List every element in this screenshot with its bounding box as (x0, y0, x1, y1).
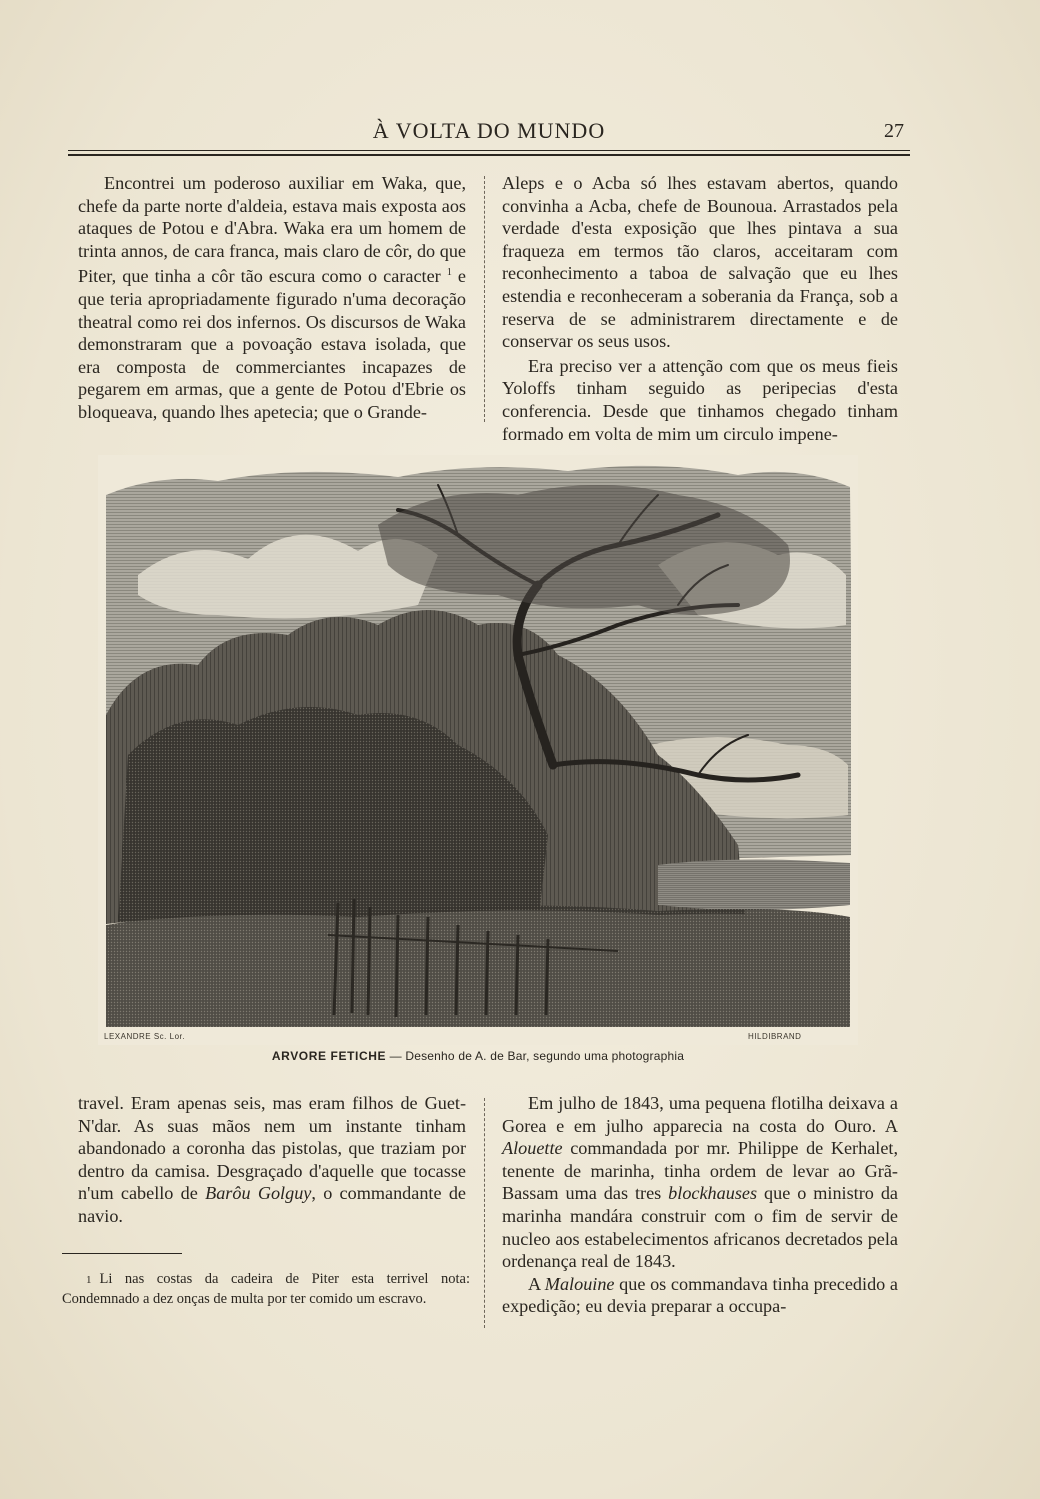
paragraph-text: que os commandava tinha precedido a expedição; eu devia preparar a occupa- (502, 1273, 898, 1317)
paragraph-text: Em julho de 1843, uma pequena flotilha deixava a Gorea e em julho apparecia na costa do Ouro. A (502, 1093, 898, 1136)
italic-name: Barôu Golguy (205, 1183, 312, 1204)
illustration-caption (98, 1049, 858, 1063)
paragraph-text: A (528, 1273, 545, 1294)
paragraph-text: commandada por mr. Philippe de Kerhalet, tenente de marinha, tinha ordem de levar ao Grã-Bassam uma das tres (502, 1138, 898, 1204)
running-header (68, 118, 910, 148)
caption-text: — Desenho de A. de Bar, segundo uma photographia (386, 1049, 685, 1063)
engraver-credit: LEXANDRE Sc. Lor. (104, 1032, 185, 1041)
footnote-reference[interactable]: 1 (446, 267, 452, 279)
text-column-bottom-left (78, 1092, 466, 1228)
caption-title: ARVORE FETICHE (271, 1049, 387, 1063)
paragraph: Aleps e o Acba só lhes estavam abertos, quando convinha a Acba, chefe de Bounoua. Arrastados pela verdade d'esta exposição que lhes pintava a sua fraqueza em termos tão claros, acceitaram com reconhecimento a taboa de salvação que eu lhes estendia e reconheceram a soberania da França, sob a reserva de se administrarem directamente e de conservar os seus usos. (502, 173, 898, 352)
footnote-body: Li nas costas da cadeira de Piter esta terrivel nota: Condemnado a dez onças de multa por ter comido um escravo. (62, 1271, 470, 1307)
paragraph-text-continued: e que teria apropriadamente figurado n'uma decoração theatral como rei dos infernos. Os discursos de Waka demonstraram que a povoação estava isolada, que era composta de commerciantes incapazes de pegarem em armas, que a gente de Potou d'Ebrie os bloqueava, quando lhes apetecia; que o Grande- (78, 266, 467, 422)
paragraph-text-end: , o commandante de navio. (78, 1183, 466, 1226)
paragraph (78, 1092, 466, 1228)
paragraph (78, 172, 466, 424)
paragraph-text: Encontrei um poderoso auxiliar em Waka, que, chefe da parte norte d'aldeia, estava mais exposta aos ataques de Potou e d'Abra. Waka era um homem de trinta annos, de cara franca, mais claro de côr, do que Piter, que tinha a côr tão escura como o caracter (78, 173, 466, 287)
text-column-top-right (502, 172, 898, 445)
header-rule-thin (68, 150, 910, 151)
header-rule-thick (68, 154, 910, 156)
text-column-bottom-right (502, 1092, 898, 1318)
artist-credit: HILDIBRAND (748, 1032, 802, 1041)
column-divider-top (484, 176, 485, 422)
paragraph-text: travel. Eram apenas seis, mas eram filhos de Guet-N'dar. As suas mãos nem um instante tinham abandonado a coronha das pistolas, que traziam por dentro da camisa. Desgraçado d'aquelle que tocasse n'um cabello de (78, 1093, 466, 1204)
paragraph (502, 1092, 898, 1273)
italic-term: blockhauses (668, 1183, 758, 1204)
footnote-text (62, 1270, 470, 1309)
engraving-fetish-tree (98, 455, 858, 1045)
running-title: À VOLTA DO MUNDO (372, 118, 606, 143)
page-number: 27 (884, 120, 904, 142)
paragraph: Era preciso ver a attenção com que os meus fieis Yoloffs tinham seguido as peripecias d'esta conferencia. Desde que tinhamos chegado tinham formado em volta de mim um circulo impene- (502, 355, 898, 444)
footnote (62, 1270, 470, 1309)
paragraph (502, 1273, 898, 1318)
footnote-marker: 1 (86, 1274, 92, 1286)
footnote-rule (62, 1253, 182, 1254)
paragraph-text: que o ministro da marinha mandára construir com o fim de servir de nucleo aos estabelecimentos africanos decretados pela ordenança real de 1843. (502, 1183, 898, 1272)
column-divider-bottom (484, 1098, 485, 1328)
ship-name-alouette: Alouette (502, 1138, 563, 1159)
ship-name-malouine: Malouine (544, 1273, 615, 1294)
text-column-top-left (78, 172, 466, 424)
